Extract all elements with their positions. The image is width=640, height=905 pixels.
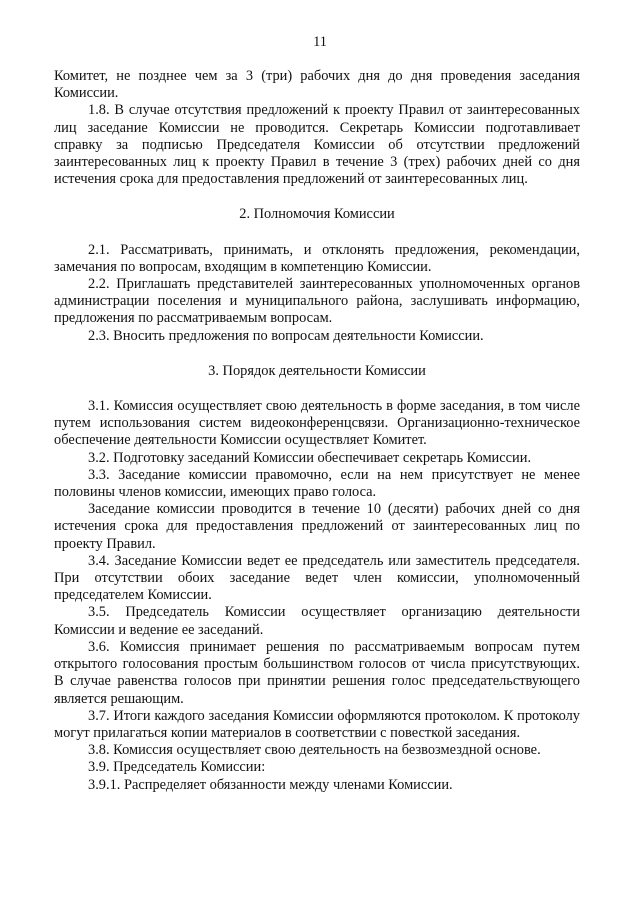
page-number: 11 xyxy=(313,34,327,50)
paragraph-3-3-continued: Заседание комиссии проводится в течение 10 (десяти) рабочих дней со дня истечения срока для предоставления предложений от заинтересованных лиц по проекту Правил. xyxy=(54,501,580,552)
paragraph-2-3: 2.3. Вносить предложения по вопросам деятельности Комиссии. xyxy=(88,327,484,344)
paragraph-3-1: 3.1. Комиссия осуществляет свою деятельность в форме заседания, в том числе путем использования систем видеоконференцсвязи. Организационно-техническое обеспечение деятельности Комиссии осуществляет Комитет. xyxy=(54,398,580,449)
spacer xyxy=(54,188,580,206)
spacer xyxy=(54,224,580,242)
paragraph-2-1: 2.1. Рассматривать, принимать, и отклонять предложения, рекомендации, замечания по вопросам, входящим в компетенцию Комиссии. xyxy=(54,241,580,275)
paragraph-3-9: 3.9. Председатель Комиссии: xyxy=(88,759,266,776)
document-body xyxy=(54,68,580,794)
paragraph-3-9-1: 3.9.1. Распределяет обязанности между членами Комиссии. xyxy=(88,776,453,793)
spacer xyxy=(54,380,580,398)
paragraph-intro: Комитет, не позднее чем за 3 (три) рабочих дня до дня проведения заседания Комиссии. xyxy=(54,68,580,102)
paragraph-3-2: 3.2. Подготовку заседаний Комиссии обеспечивает секретарь Комиссии. xyxy=(88,449,532,466)
paragraph-3-4: 3.4. Заседание Комиссии ведет ее председатель или заместитель председателя. При отсутствии обоих заседание ведет член комиссии, уполномоченный председателем Комиссии. xyxy=(54,552,580,604)
paragraph-3-7: 3.7. Итоги каждого заседания Комиссии оформляются протоколом. К протоколу могут прилагаться копии материалов в соответствии с повесткой заседания. xyxy=(54,707,580,741)
paragraph-2-2: 2.2. Приглашать представителей заинтересованных уполномоченных органов администрации поселения и муниципального района, заслушивать информацию, предложения по рассматриваемым вопросам. xyxy=(54,276,580,327)
paragraph-3-5: 3.5. Председатель Комиссии осуществляет организацию деятельности Комиссии и ведение ее заседаний. xyxy=(54,604,580,638)
paragraph-3-3: 3.3. Заседание комиссии правомочно, если на нем присутствует не менее половины членов комиссии, имеющих право голоса. xyxy=(54,466,580,501)
section-heading-3: 3. Порядок деятельности Комиссии xyxy=(208,362,426,379)
paragraph-3-8: 3.8. Комиссия осуществляет свою деятельность на безвозмездной основе. xyxy=(88,742,541,759)
paragraph-3-6: 3.6. Комиссия принимает решения по рассматриваемым вопросам путем открытого голосования простым большинством голосов от числа присутствующих. В случае равенства голосов при принятии решения голос председательствующего является решающим. xyxy=(54,638,580,707)
paragraph-1-8: 1.8. В случае отсутствия предложений к проекту Правил от заинтересованных лиц заседание Комиссии не проводится. Секретарь Комиссии подготавливает справку за подписью Председателя Комиссии об отсутствии предложений заинтересованных лиц к проекту Правил в течение 3 (трех) рабочих дней со дня истечения срока для предоставления предложений от заинтересованных лиц. xyxy=(54,102,580,188)
spacer xyxy=(54,345,580,363)
section-heading-2: 2. Полномочия Комиссии xyxy=(239,206,395,223)
